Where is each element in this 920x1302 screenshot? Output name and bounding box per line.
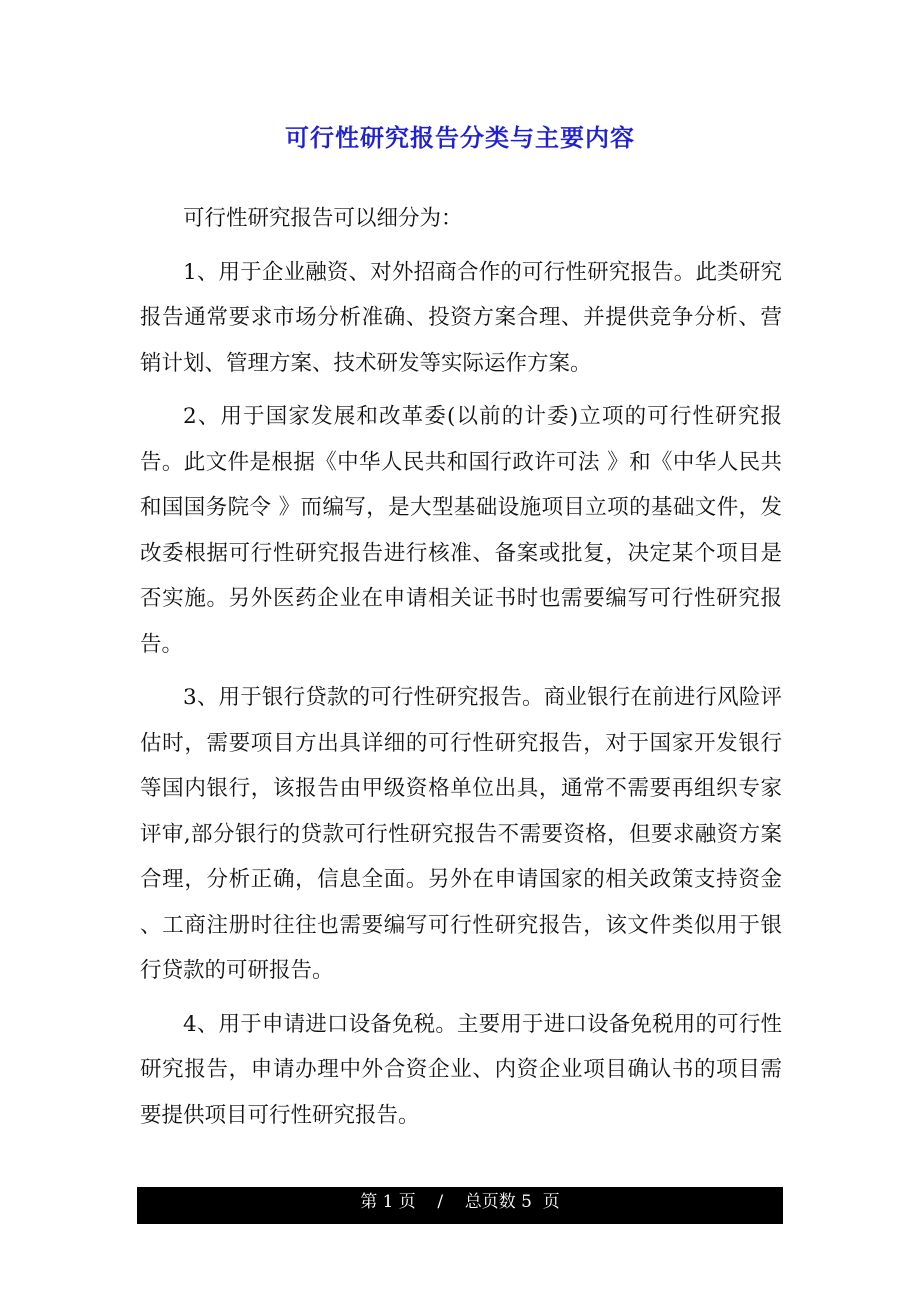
paragraph-item-1: 1、用于企业融资、对外招商合作的可行性研究报告。此类研究报告通常要求市场分析准确、投资方案合理、并提供竞争分析、营销计划、管理方案、技术研发等实际运作方案。 (140, 259, 782, 376)
paragraph-item-2: 2、用于国家发展和改革委(以前的计委)立项的可行性研究报告。此文件是根据《中华人民共和国行政许可法 》和《中华人民共和国国务院令 》而编写，是大型基础设施项目立项的基础文件，发改委根据可行性研究报告进行核准、备案或批复，决定某个项目是否实施。另外医药企业在申请相关证书时也需要编写可行性研究报告。 (140, 404, 782, 657)
paragraph-item-4: 4、用于申请进口设备免税。主要用于进口设备免税用的可行性研究报告，申请办理中外合资企业、内资企业项目确认书的项目需要提供项目可行性研究报告。 (140, 1011, 782, 1128)
paragraph-item-3: 3、用于银行贷款的可行性研究报告。商业银行在前进行风险评估时，需要项目方出具详细的可行性研究报告，对于国家开发银行等国内银行，该报告由甲级资格单位出具，通常不需要再组织专家评审,部分银行的贷款可行性研究报告不需要资格，但要求融资方案合理，分析正确，信息全面。另外在申请国家的相关政策支持资金 、工商注册时往往也需要编写可行性研究报告，该文件类似用于银行贷款的可研报告。 (140, 685, 782, 983)
page-footer (137, 1187, 783, 1224)
document-body (140, 196, 782, 1138)
page-number-label: 第 1 页 / 总页数 5 页 (360, 1192, 560, 1212)
document-title: 可行性研究报告分类与主要内容 (285, 124, 635, 152)
intro-paragraph: 可行性研究报告可以细分为： (183, 206, 463, 231)
